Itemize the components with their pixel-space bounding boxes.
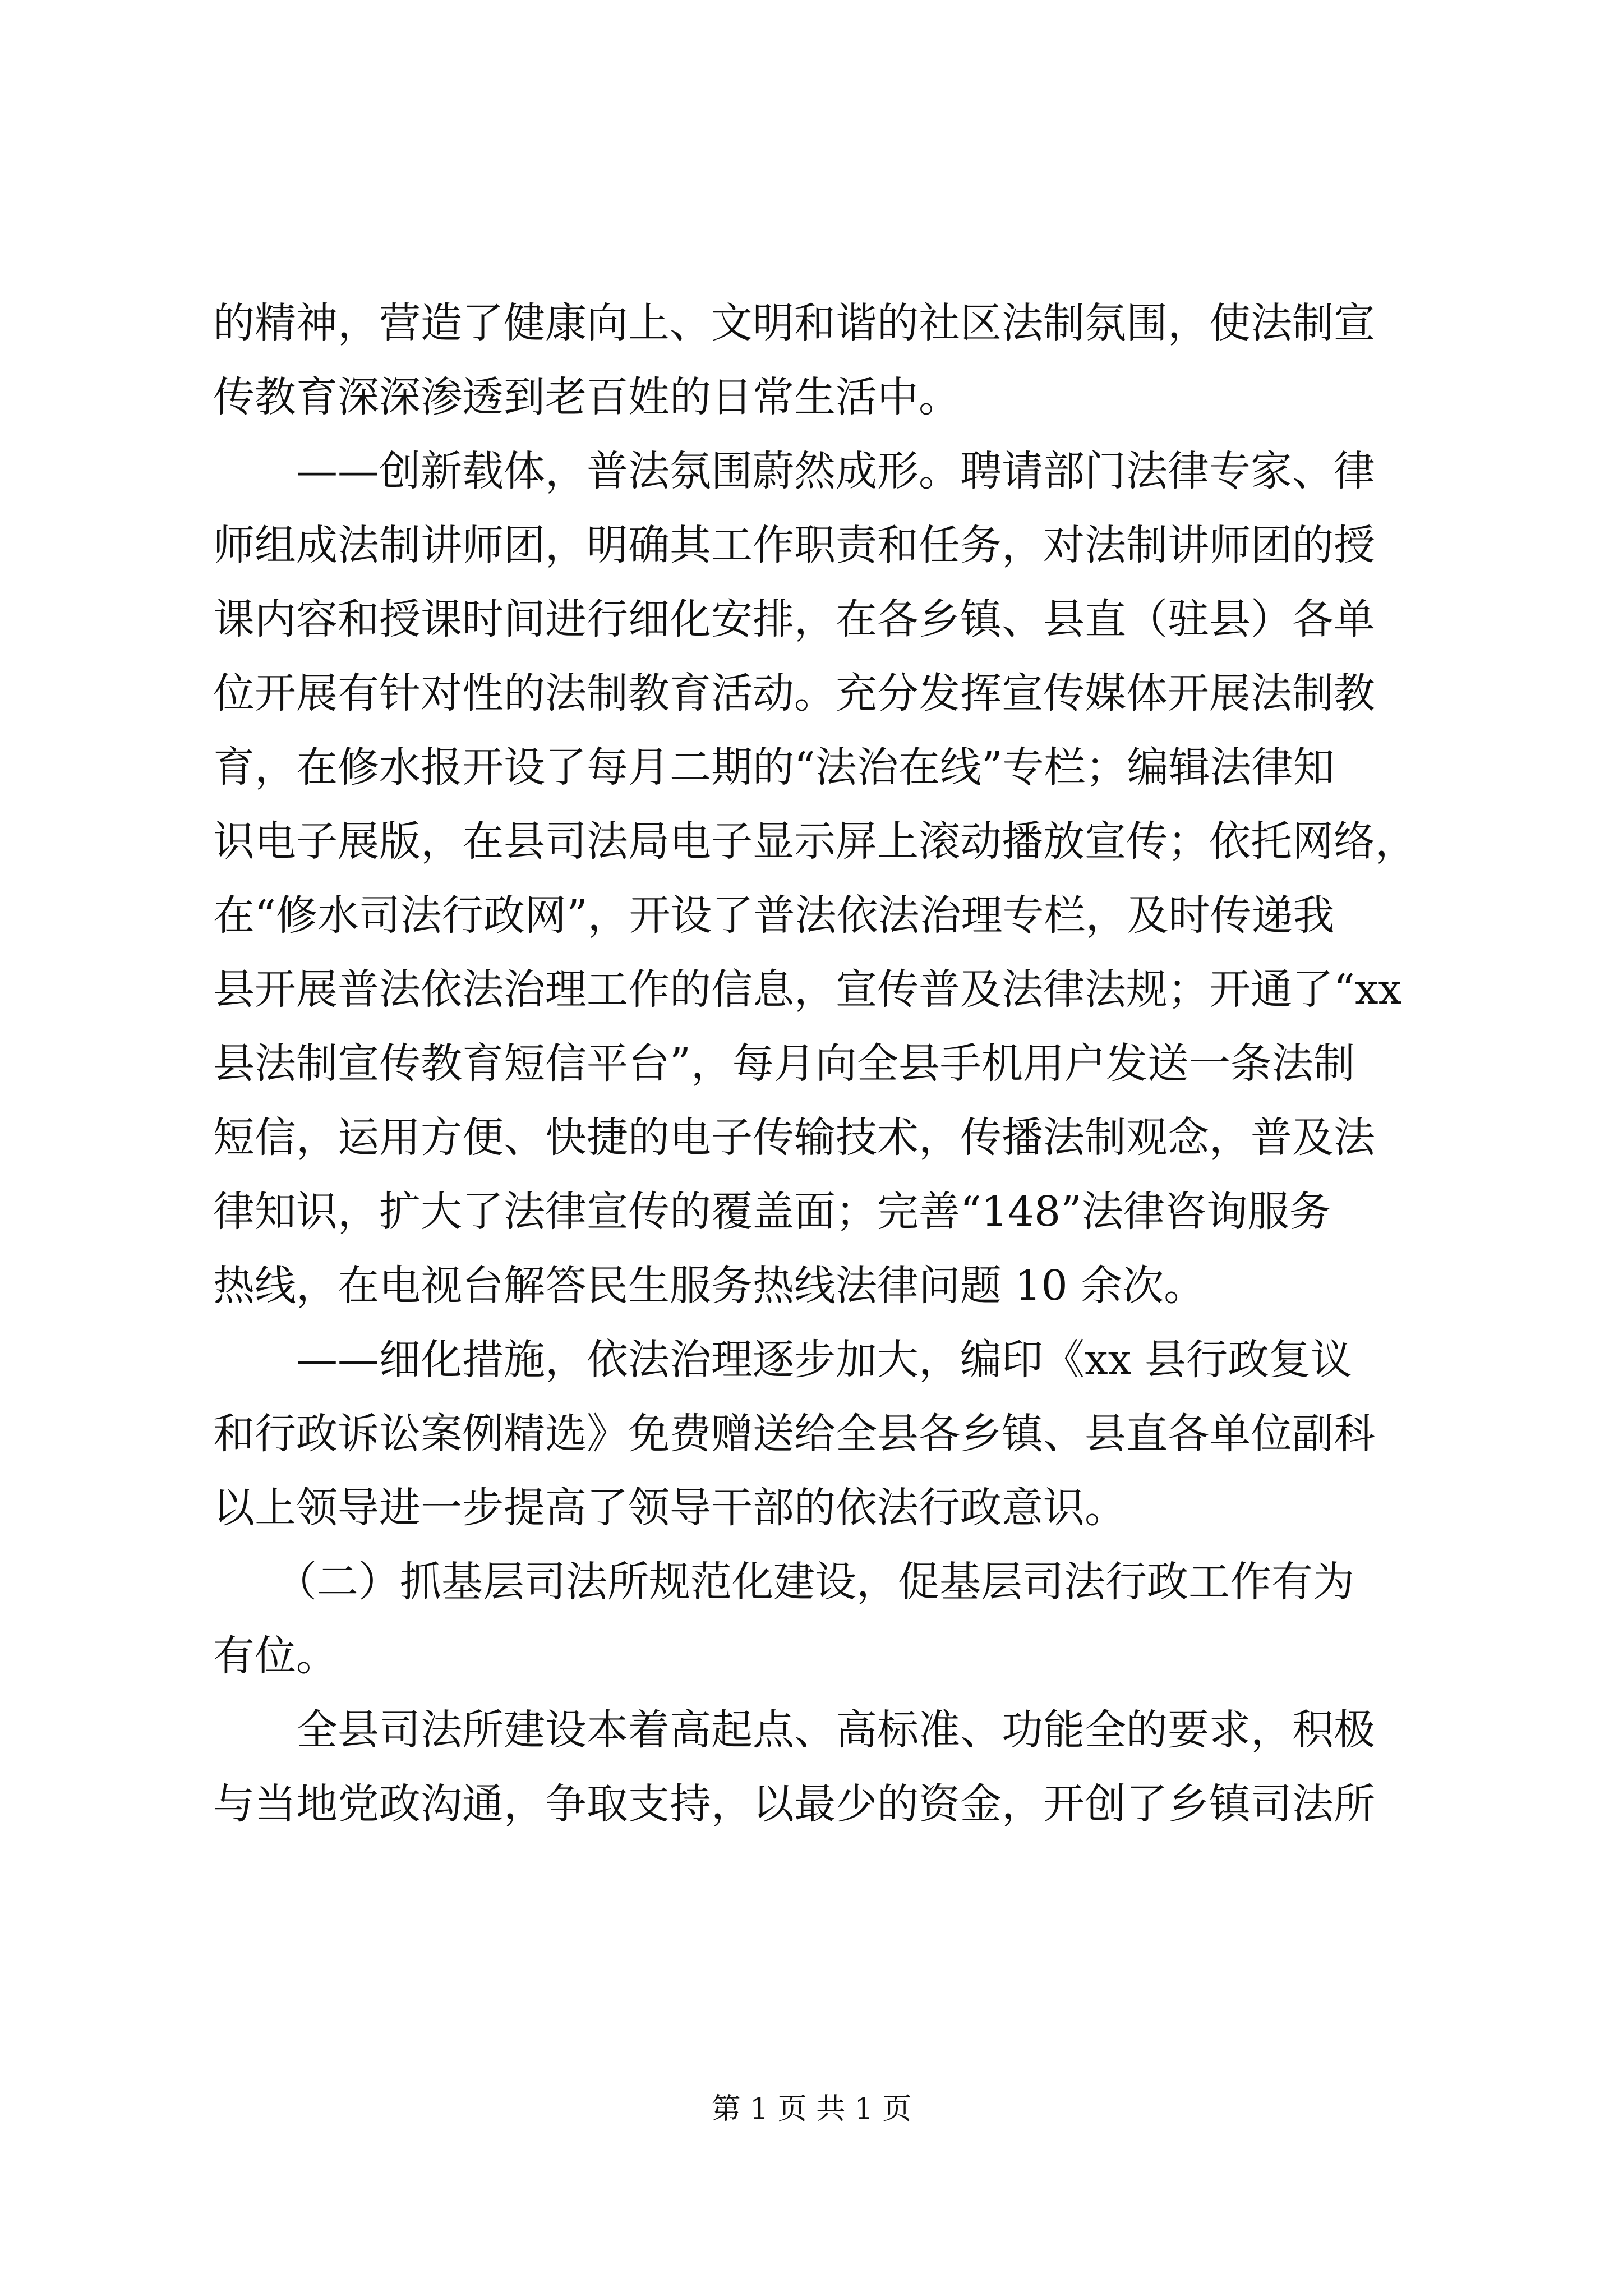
text-line: ——创新载体，普法氛围蔚然成形。聘请部门法律专家、律	[213, 447, 1375, 495]
text-line: 识电子展版，在县司法局电子显示屏上滚动播放宣传；依托网络，	[213, 817, 1417, 866]
text-line: 的精神，营造了健康向上、文明和谐的社区法制氛围，使法制宣	[213, 299, 1375, 347]
text-line: 和行政诉讼案例精选》免费赠送给全县各乡镇、县直各单位副科	[213, 1410, 1375, 1458]
text-line: 短信，运用方便、快捷的电子传输技术，传播法制观念，普及法	[213, 1114, 1375, 1162]
text-line: ——细化措施，依法治理逐步加大，编印《xx 县行政复议	[213, 1336, 1352, 1384]
text-line: 热线，在电视台解答民生服务热线法律问题 10 余次。	[213, 1262, 1206, 1310]
text-line: 位开展有针对性的法制教育活动。充分发挥宣传媒体开展法制教	[213, 669, 1375, 717]
text-line: 课内容和授课时间进行细化安排，在各乡镇、县直（驻县）各单	[213, 595, 1375, 643]
text-line: （二）抓基层司法所规范化建设，促基层司法行政工作有为	[213, 1558, 1354, 1606]
text-line: 律知识，扩大了法律宣传的覆盖面；完善“148”法律咨询服务	[213, 1188, 1331, 1236]
text-line: 有位。	[213, 1632, 338, 1680]
text-line: 师组成法制讲师团，明确其工作职责和任务，对法制讲师团的授	[213, 521, 1375, 569]
text-line: 传教育深深渗透到老百姓的日常生活中。	[213, 373, 960, 421]
text-line: 与当地党政沟通，争取支持，以最少的资金，开创了乡镇司法所	[213, 1780, 1375, 1828]
text-line: 育，在修水报开设了每月二期的“法治在线”专栏；编辑法律知	[213, 743, 1335, 792]
text-line: 在“修水司法行政网”，开设了普法依法治理专栏，及时传递我	[213, 891, 1335, 940]
text-line: 全县司法所建设本着高起点、高标准、功能全的要求，积极	[213, 1706, 1375, 1754]
text-line: 县法制宣传教育短信平台”，每月向全县手机用户发送一条法制	[213, 1039, 1355, 1088]
text-line: 以上领导进一步提高了领导干部的依法行政意识。	[213, 1484, 1126, 1532]
page-number-footer: 第 1 页 共 1 页	[711, 2092, 912, 2126]
body-text	[213, 286, 1424, 1841]
text-line: 县开展普法依法治理工作的信息，宣传普及法律法规；开通了“xx	[213, 965, 1402, 1014]
